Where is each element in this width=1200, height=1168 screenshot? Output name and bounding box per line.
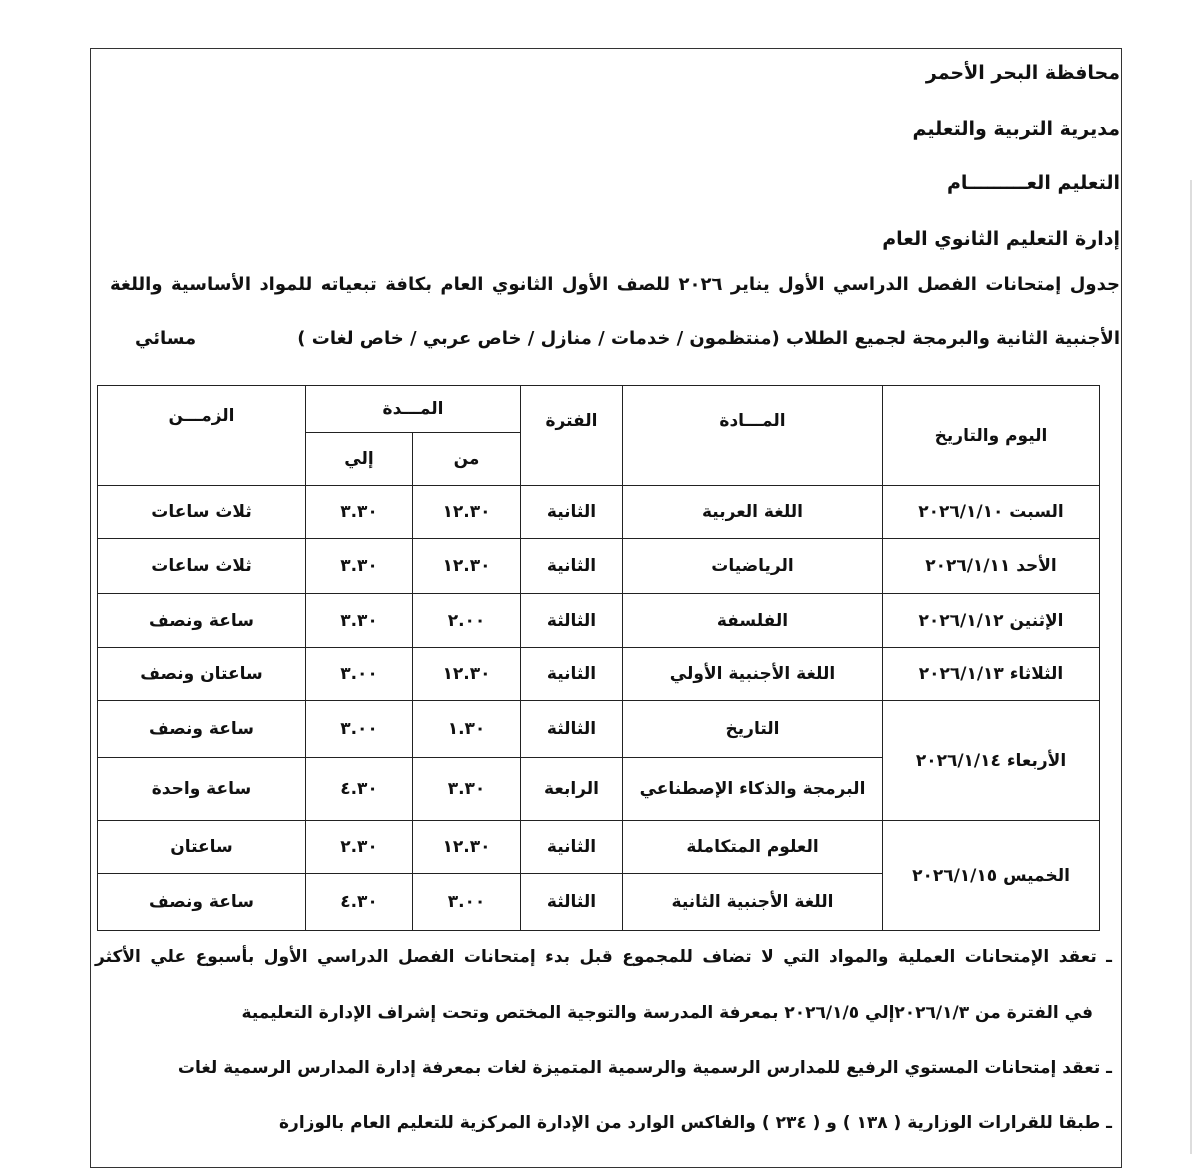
document-title-line1: جدول إمتحانات الفصل الدراسي الأول يناير ٢٠٢٦ للصف الأول الثانوي العام بكافة تبعياته للمواد الأساسية واللغة bbox=[110, 274, 1120, 295]
duration: ساعتان ونصف bbox=[98, 648, 306, 701]
from-time: ١٢.٣٠ bbox=[413, 648, 521, 701]
period: الثالثة bbox=[521, 701, 623, 758]
day-date: السبت ٢٠٢٦/١/١٠ bbox=[883, 486, 1100, 539]
administration: إدارة التعليم الثانوي العام bbox=[882, 228, 1120, 250]
sector: التعليم العـــــــــام bbox=[946, 172, 1120, 194]
table-row bbox=[98, 821, 1100, 874]
subject: اللغة الأجنبية الأولي bbox=[623, 648, 883, 701]
shift-label: مسائي bbox=[135, 328, 197, 349]
duration: ساعة ونصف bbox=[98, 594, 306, 648]
from-time: ٢.٠٠ bbox=[413, 594, 521, 648]
exam-schedule-table bbox=[97, 385, 1100, 931]
duration: ساعة واحدة bbox=[98, 758, 306, 821]
table-row bbox=[98, 648, 1100, 701]
table-row bbox=[98, 701, 1100, 758]
period: الرابعة bbox=[521, 758, 623, 821]
day-date: الأحد ٢٠٢٦/١/١١ bbox=[883, 539, 1100, 594]
subject: الرياضيات bbox=[623, 539, 883, 594]
to-time: ٢.٣٠ bbox=[306, 821, 413, 874]
day-date: الأربعاء ٢٠٢٦/١/١٤ bbox=[883, 701, 1100, 821]
governorate: محافظة البحر الأحمر bbox=[925, 62, 1120, 84]
subject: اللغة الأجنبية الثانية bbox=[623, 874, 883, 931]
header-time: الزمـــن bbox=[98, 386, 306, 486]
header-day-date: اليوم والتاريخ bbox=[883, 386, 1100, 486]
duration: ساعة ونصف bbox=[98, 701, 306, 758]
period: الثالثة bbox=[521, 594, 623, 648]
note-2: في الفترة من ٢٠٢٦/١/٣إلي ٢٠٢٦/١/٥ بمعرفة المدرسة والتوجية المختص وتحت إشراف الإدارة التعليمية bbox=[241, 1003, 1093, 1023]
from-time: ١٢.٣٠ bbox=[413, 486, 521, 539]
duration: ساعة ونصف bbox=[98, 874, 306, 931]
to-time: ٣.٠٠ bbox=[306, 648, 413, 701]
duration: ساعتان bbox=[98, 821, 306, 874]
header-period: الفترة bbox=[521, 386, 623, 486]
subject: التاريخ bbox=[623, 701, 883, 758]
from-time: ٣.٠٠ bbox=[413, 874, 521, 931]
day-date: الخميس ٢٠٢٦/١/١٥ bbox=[883, 821, 1100, 931]
table-row bbox=[98, 486, 1100, 539]
table-row bbox=[98, 539, 1100, 594]
to-time: ٣.٠٠ bbox=[306, 701, 413, 758]
note-3: ـ تعقد إمتحانات المستوي الرفيع للمدارس الرسمية والرسمية المتميزة لغات بمعرفة إدارة المدارس الرسمية لغات bbox=[177, 1058, 1112, 1078]
from-time: ١٢.٣٠ bbox=[413, 539, 521, 594]
day-date: الثلاثاء ٢٠٢٦/١/١٣ bbox=[883, 648, 1100, 701]
header-subject: المـــادة bbox=[623, 386, 883, 486]
note-4: ـ طبقا للقرارات الوزارية ( ١٣٨ ) و ( ٢٣٤ ) والفاكس الوارد من الإدارة المركزية للتعليم العام بالوزارة bbox=[279, 1113, 1112, 1133]
header-to: إلي bbox=[306, 433, 413, 486]
note-1: ـ تعقد الإمتحانات العملية والمواد التي لا تضاف للمجموع قبل بدء إمتحانات الفصل الدراسي الأول بأسبوع علي الأكثر bbox=[95, 947, 1112, 967]
to-time: ٤.٣٠ bbox=[306, 874, 413, 931]
duration: ثلاث ساعات bbox=[98, 539, 306, 594]
period: الثانية bbox=[521, 486, 623, 539]
table-row bbox=[98, 594, 1100, 648]
document-title-line2: الأجنبية الثانية والبرمجة لجميع الطلاب (منتظمون / خدمات / منازل / خاص عربي / خاص لغات ) bbox=[297, 328, 1120, 349]
period: الثانية bbox=[521, 539, 623, 594]
period: الثانية bbox=[521, 648, 623, 701]
to-time: ٣.٣٠ bbox=[306, 539, 413, 594]
header-duration: المـــدة bbox=[306, 386, 521, 433]
period: الثالثة bbox=[521, 874, 623, 931]
day-date: الإثنين ٢٠٢٦/١/١٢ bbox=[883, 594, 1100, 648]
subject: البرمجة والذكاء الإصطناعي bbox=[623, 758, 883, 821]
scan-edge bbox=[1190, 180, 1192, 1154]
period: الثانية bbox=[521, 821, 623, 874]
to-time: ٣.٣٠ bbox=[306, 486, 413, 539]
subject: العلوم المتكاملة bbox=[623, 821, 883, 874]
from-time: ١.٣٠ bbox=[413, 701, 521, 758]
subject: الفلسفة bbox=[623, 594, 883, 648]
to-time: ٣.٣٠ bbox=[306, 594, 413, 648]
header-from: من bbox=[413, 433, 521, 486]
from-time: ٣.٣٠ bbox=[413, 758, 521, 821]
from-time: ١٢.٣٠ bbox=[413, 821, 521, 874]
subject: اللغة العربية bbox=[623, 486, 883, 539]
directorate: مديرية التربية والتعليم bbox=[912, 118, 1120, 140]
duration: ثلاث ساعات bbox=[98, 486, 306, 539]
to-time: ٤.٣٠ bbox=[306, 758, 413, 821]
